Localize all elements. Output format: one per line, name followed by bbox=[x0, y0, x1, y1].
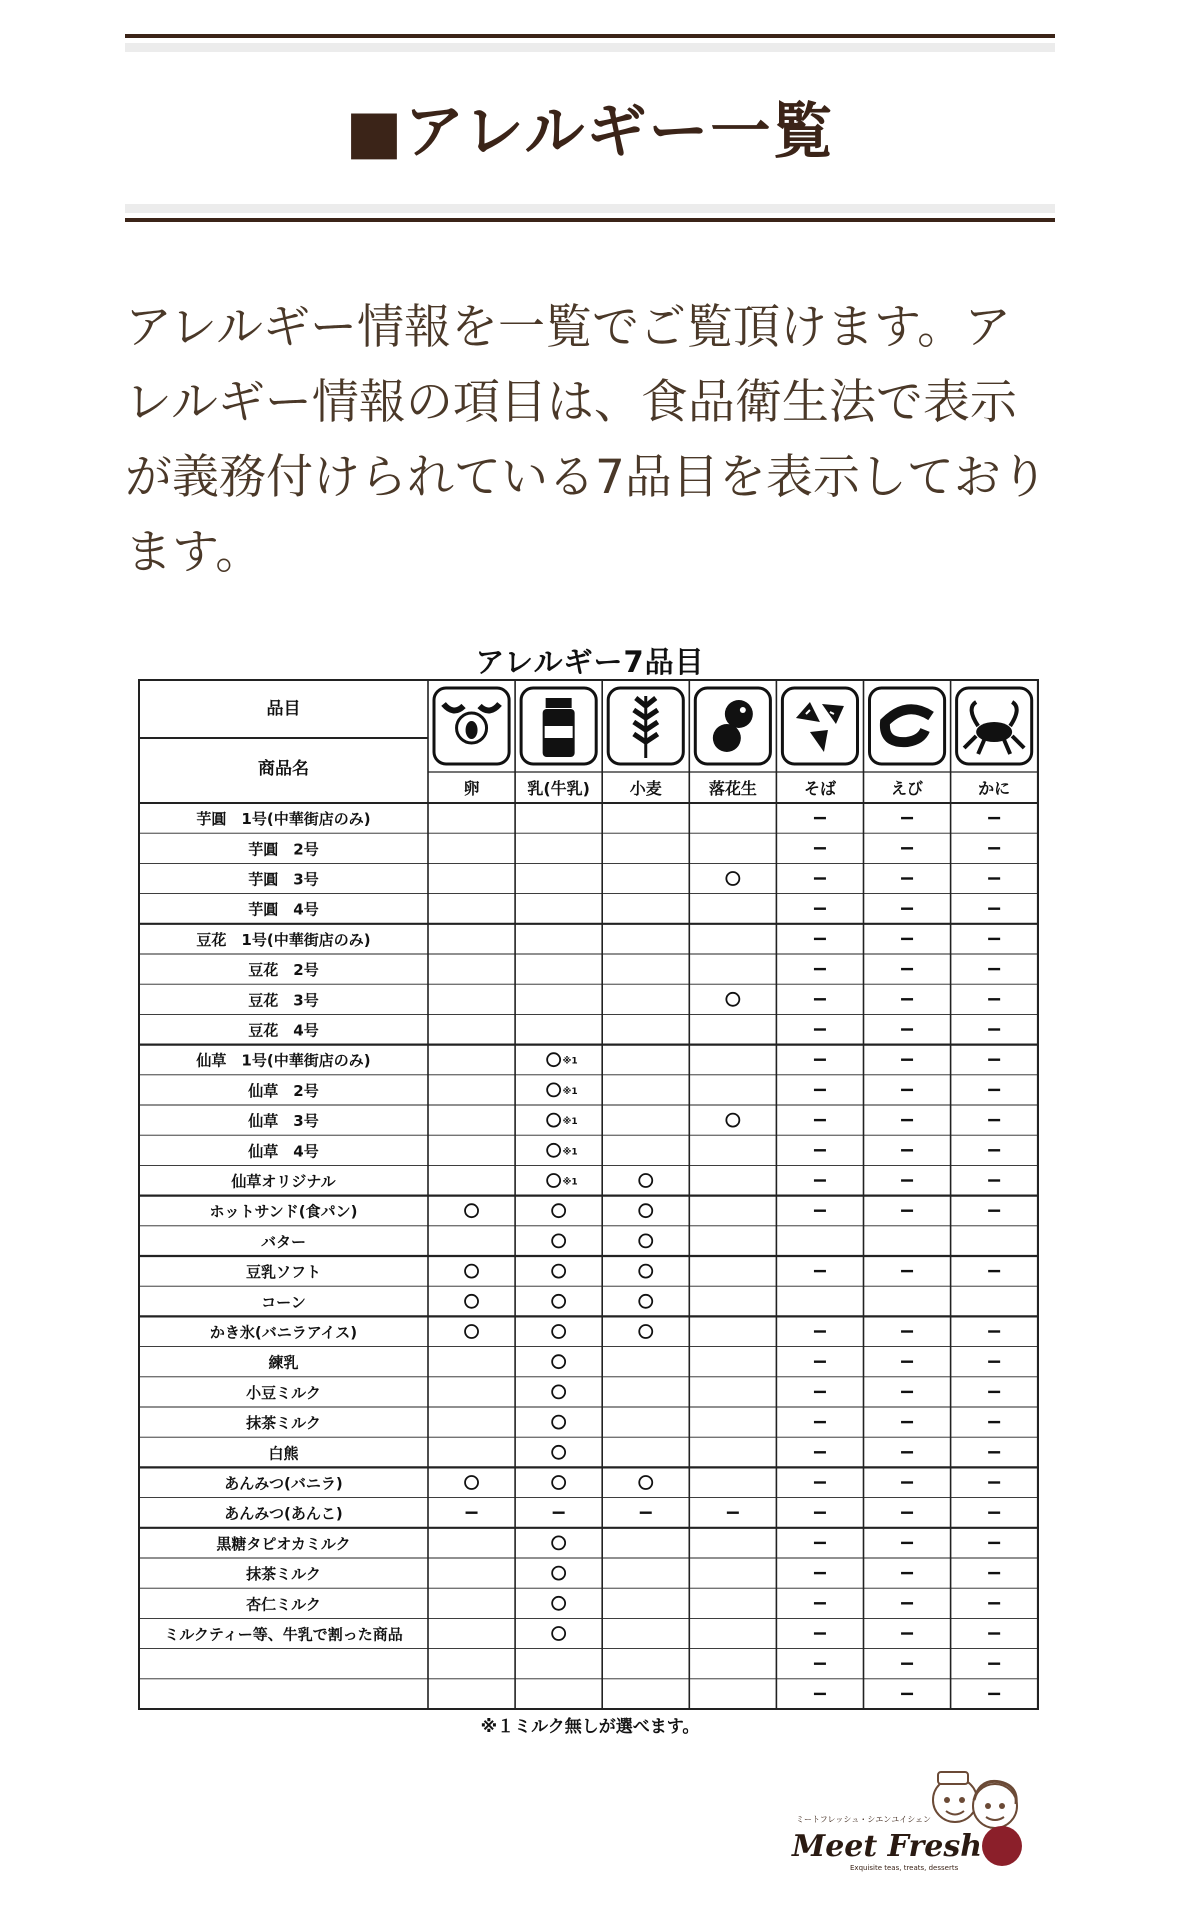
product-name: 抹茶ミルク bbox=[246, 1565, 321, 1584]
allergen-mark bbox=[639, 1325, 652, 1338]
allergen-mark bbox=[639, 1174, 652, 1187]
product-name: 仙草 3号 bbox=[248, 1112, 319, 1131]
product-name: 豆花 1号(中華街店のみ) bbox=[196, 930, 371, 949]
product-name: 芋圓 4号 bbox=[248, 900, 319, 919]
milk-icon bbox=[521, 688, 596, 764]
allergen-mark bbox=[552, 1416, 565, 1429]
allergen-mark bbox=[726, 1114, 739, 1127]
product-name: 杏仁ミルク bbox=[246, 1595, 321, 1614]
page-title: ■アレルギー一覧 bbox=[345, 97, 835, 167]
buckwheat-icon bbox=[782, 688, 857, 764]
allergen-mark bbox=[552, 1385, 565, 1398]
product-name: 豆乳ソフト bbox=[245, 1263, 322, 1282]
allergen-mark bbox=[547, 1144, 560, 1157]
product-name: 白熊 bbox=[268, 1444, 299, 1463]
wheat-icon bbox=[608, 688, 683, 764]
allergen-note: ※1 bbox=[562, 1147, 578, 1158]
allergen-mark bbox=[639, 1265, 652, 1278]
allergen-mark bbox=[547, 1174, 560, 1187]
allergen-mark bbox=[547, 1053, 560, 1066]
product-name: 仙草 4号 bbox=[248, 1142, 319, 1161]
product-name: 芋圓 3号 bbox=[248, 870, 319, 889]
allergen-mark bbox=[465, 1295, 478, 1308]
peanut-icon bbox=[695, 688, 770, 764]
allergen-mark bbox=[552, 1597, 565, 1610]
product-name: 豆花 2号 bbox=[248, 961, 319, 980]
allergen-mark bbox=[465, 1325, 478, 1338]
logo-brand: Meet Fresh bbox=[792, 1829, 983, 1864]
product-name: 芋圓 1号(中華街店のみ) bbox=[196, 810, 371, 829]
allergen-mark bbox=[639, 1476, 652, 1489]
allergen-mark bbox=[552, 1325, 565, 1338]
product-name: かき氷(バニラアイス) bbox=[209, 1323, 358, 1342]
allergen-mark bbox=[552, 1355, 565, 1368]
allergen-mark bbox=[552, 1476, 565, 1489]
column-label: 落花生 bbox=[708, 779, 757, 798]
allergen-mark bbox=[552, 1265, 565, 1278]
column-label: かに bbox=[978, 779, 1011, 798]
top-rule bbox=[125, 34, 1055, 52]
product-name: 小豆ミルク bbox=[246, 1383, 321, 1402]
allergen-mark bbox=[726, 872, 739, 885]
product-name: コーン bbox=[261, 1293, 306, 1312]
logo-tagline: ミートフレッシュ・シエンユイシェン bbox=[796, 1815, 932, 1824]
allergy-table-title: アレルギー7品目 bbox=[475, 645, 705, 679]
allergen-mark bbox=[639, 1204, 652, 1217]
column-label: 乳(牛乳) bbox=[527, 779, 590, 798]
allergen-mark bbox=[552, 1446, 565, 1459]
column-label: えび bbox=[891, 779, 924, 798]
product-name: 抹茶ミルク bbox=[246, 1414, 321, 1433]
allergen-mark bbox=[552, 1627, 565, 1640]
product-name: あんみつ(バニラ) bbox=[224, 1474, 343, 1493]
allergen-mark bbox=[639, 1234, 652, 1247]
bottom-rule bbox=[125, 204, 1055, 222]
allergen-mark bbox=[552, 1204, 565, 1217]
intro-text: アレルギー情報を一覧でご覧頂けます。アレルギー情報の項目は、食品衛生法で表示が義務付けられている7品目を表示しております。 bbox=[125, 300, 1048, 580]
product-name: 芋圓 2号 bbox=[248, 840, 319, 859]
allergen-mark bbox=[726, 993, 739, 1006]
product-name: ミルクティー等、牛乳で割った商品 bbox=[164, 1625, 403, 1644]
allergen-mark bbox=[547, 1114, 560, 1127]
column-label: そば bbox=[803, 779, 836, 798]
product-name: あんみつ(あんこ) bbox=[224, 1504, 343, 1523]
product-name: ホットサンド(食パン) bbox=[209, 1202, 358, 1221]
header-label-item: 品目 bbox=[266, 699, 301, 719]
product-name: 豆花 4号 bbox=[248, 1021, 319, 1040]
product-name: 仙草 2号 bbox=[248, 1081, 319, 1100]
product-name: 黒糖タピオカミルク bbox=[216, 1534, 351, 1553]
allergen-mark bbox=[552, 1536, 565, 1549]
product-name: 練乳 bbox=[268, 1353, 299, 1372]
egg-icon bbox=[434, 688, 509, 764]
allergen-mark bbox=[465, 1476, 478, 1489]
shrimp-icon bbox=[870, 688, 945, 764]
allergen-mark bbox=[547, 1083, 560, 1096]
allergen-mark bbox=[552, 1567, 565, 1580]
product-name: バター bbox=[260, 1232, 307, 1251]
logo-subtitle: Exquisite teas, treats, desserts bbox=[850, 1864, 959, 1872]
allergen-note: ※1 bbox=[562, 1177, 578, 1188]
footnote: ※１ミルク無しが選べます。 bbox=[480, 1717, 700, 1737]
allergen-mark bbox=[552, 1234, 565, 1247]
allergen-mark bbox=[639, 1295, 652, 1308]
allergy-table bbox=[125, 640, 1055, 1715]
column-label: 小麦 bbox=[629, 779, 662, 798]
header-label-product: 商品名 bbox=[258, 759, 309, 779]
allergen-note: ※1 bbox=[562, 1056, 578, 1067]
allergen-mark bbox=[465, 1265, 478, 1278]
product-name: 豆花 3号 bbox=[248, 991, 319, 1010]
allergen-mark bbox=[465, 1204, 478, 1217]
product-name: 仙草オリジナル bbox=[231, 1172, 336, 1191]
allergen-mark bbox=[552, 1295, 565, 1308]
meet-fresh-logo bbox=[790, 1760, 1040, 1880]
allergen-note: ※1 bbox=[562, 1117, 578, 1128]
allergen-note: ※1 bbox=[562, 1086, 578, 1097]
allergy-sheet bbox=[125, 640, 1055, 1737]
crab-icon bbox=[957, 688, 1032, 764]
column-label: 卵 bbox=[463, 779, 480, 798]
product-name: 仙草 1号(中華街店のみ) bbox=[196, 1051, 371, 1070]
